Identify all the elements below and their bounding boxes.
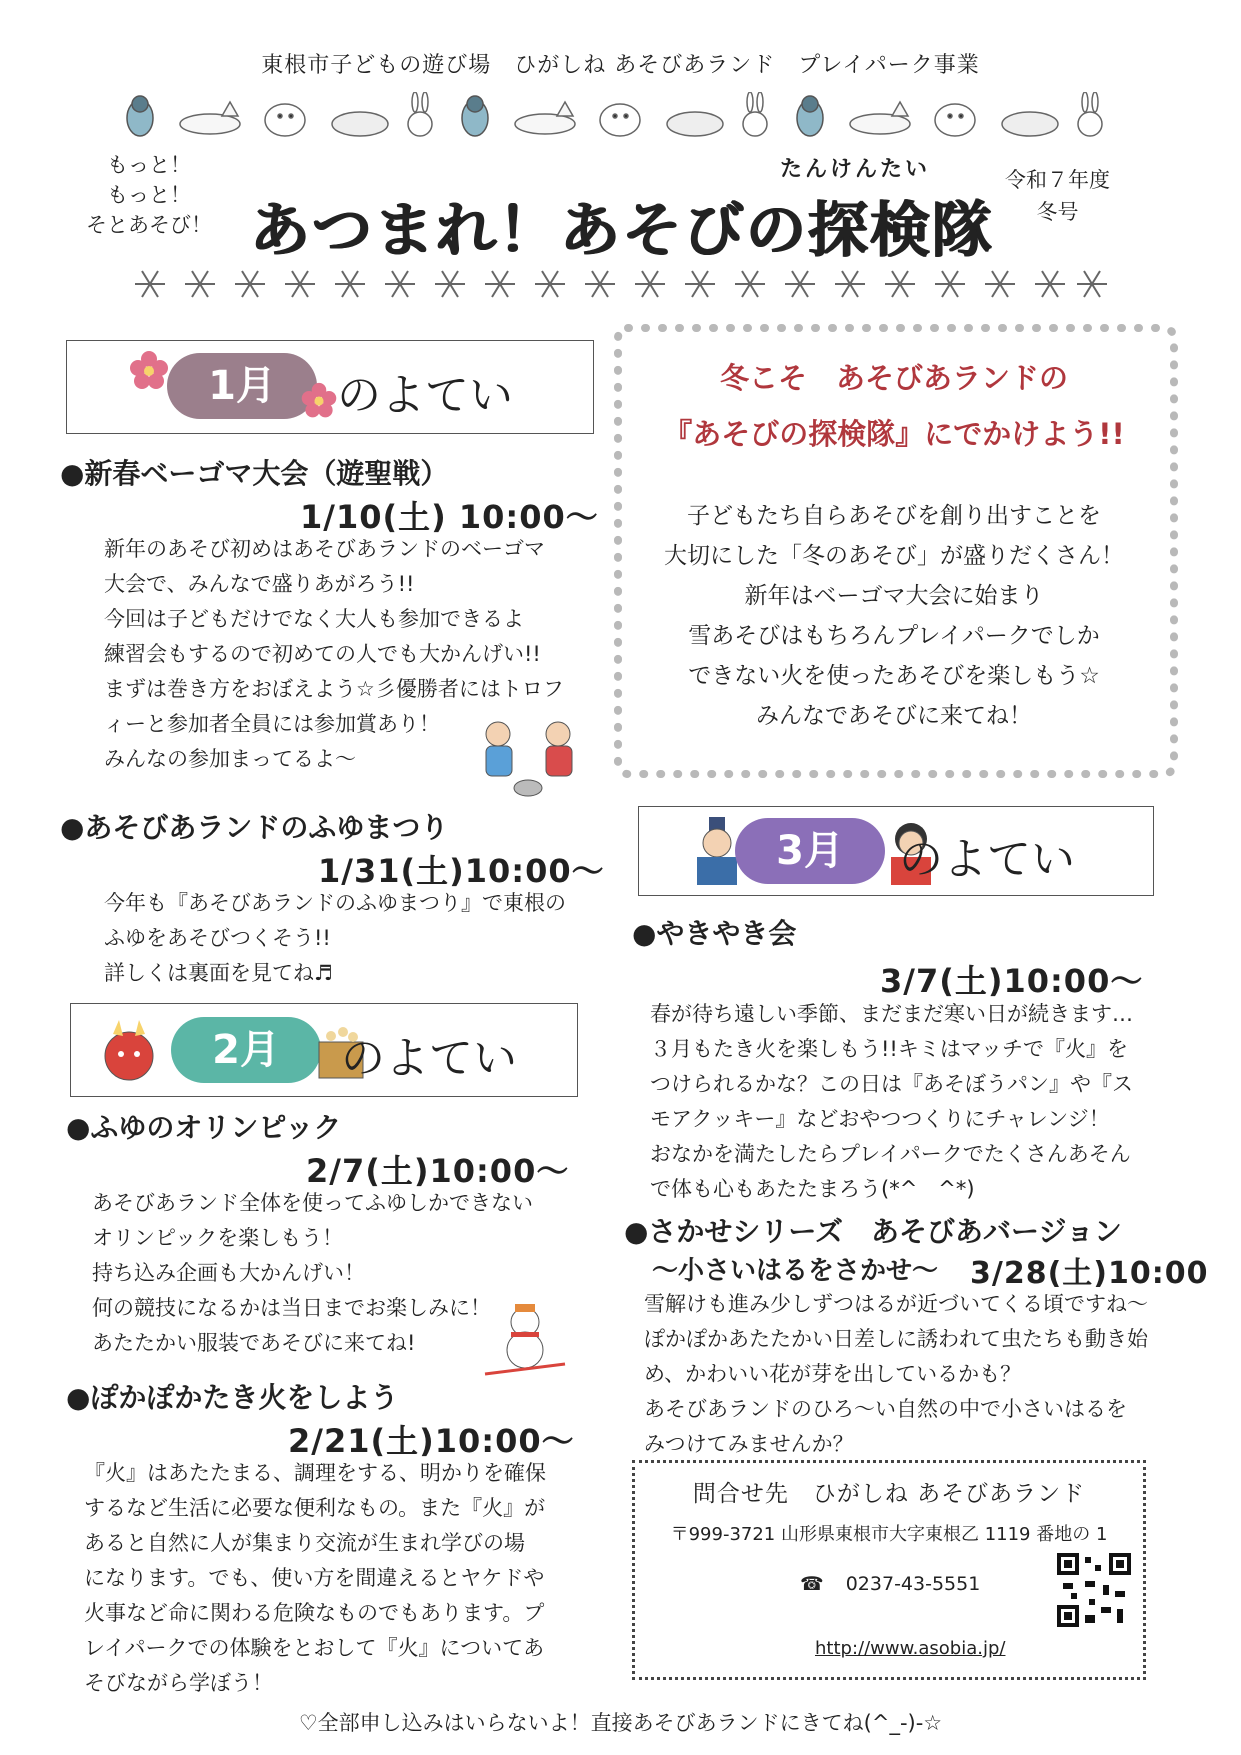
text-line: 今回は子どもだけでなく大人も参加できるよ	[104, 607, 524, 631]
event-subtitle: ～小さいはるをさかせ～	[652, 1256, 939, 1286]
text-line: レイパークでの体験をとおして『火』についてあ	[84, 1636, 545, 1660]
bear-icon	[600, 104, 640, 136]
text-line: 今年も『あそびあランドのふゆまつり』で東根の	[104, 891, 566, 915]
edition-season: 冬号	[1036, 200, 1079, 224]
text-line: するなど生活に必要な便利なもの。また『火』が	[84, 1496, 546, 1520]
event-description	[84, 1456, 594, 1701]
intro-line: 大切にした「冬のあそび」が盛りだくさん！	[664, 543, 1124, 569]
event-title: ●やきやき会	[632, 917, 797, 950]
penguin-icon	[127, 96, 153, 136]
intro-line: 新年はベーゴマ大会に始まり	[744, 583, 1044, 609]
event-description	[104, 886, 599, 991]
event-date: 3/7(土)10:00～	[880, 962, 1144, 1000]
website-link[interactable]: http://www.asobia.jp/	[815, 1638, 1006, 1659]
seal-icon	[332, 112, 388, 136]
snowflake-icon	[185, 271, 215, 297]
fox-icon	[180, 102, 240, 134]
seal-icon	[1002, 112, 1058, 136]
event-title: ●ふゆのオリンピック	[66, 1111, 342, 1144]
event-title: ●あそびあランドのふゆまつり	[60, 811, 449, 844]
month-pill-february: 2月	[171, 1017, 321, 1083]
footer-note: ♡全部申し込みはいらないよ！直接あそびあランドにきてね(^_-)-☆	[298, 1711, 943, 1735]
text-line: 春が待ち遠しい季節、まだまだ寒い日が続きます…	[650, 1002, 1133, 1026]
snowman-skiing-illustration	[480, 1300, 570, 1380]
text-line: あたたかい服装であそびに来てね!	[92, 1331, 416, 1355]
text-line: オリンピックを楽しもう！	[92, 1226, 344, 1250]
event-description	[644, 1287, 1184, 1462]
intro-section	[614, 320, 1174, 778]
text-line: あそびあランドのひろ～い自然の中で小さいはるを	[644, 1397, 1127, 1421]
text-line: みんなの参加まってるよ～	[104, 747, 356, 771]
contact-address: 〒999-3721 山形県東根市大字東根乙 1119 番地の 1	[670, 1524, 1108, 1545]
phone-number: 0237-43-5551	[845, 1573, 981, 1595]
edition	[1005, 164, 1110, 228]
text-line: つけられるかな？この日は『あそぼうパン』や『ス	[650, 1072, 1133, 1096]
march-heading	[638, 806, 1154, 896]
text-line: モアクッキー』などおやつつくりにチャレンジ！	[650, 1107, 1110, 1131]
event-date: 2/7(土)10:00～	[306, 1152, 570, 1190]
month-pill-march: 3月	[735, 818, 885, 884]
february-heading	[70, 1003, 578, 1097]
snowflake-icon	[435, 271, 465, 297]
text-line: で体も心もあたたまろう(*^ ^*)	[650, 1177, 975, 1201]
month-pill-january: 1月	[167, 353, 317, 419]
january-heading	[66, 340, 594, 434]
text-line: になります。でも、使い方を間違えるとヤケドや	[84, 1566, 545, 1590]
snowflake-icon	[585, 271, 615, 297]
snowflake-icon	[285, 271, 315, 297]
event-title: ●新春ベーゴマ大会（遊聖戦）	[60, 457, 449, 490]
text-line: 何の競技になるかは当日までお楽しみに！	[92, 1296, 491, 1320]
text-line: 持ち込み企画も大かんげい！	[92, 1261, 365, 1285]
month-suffix: のよてい	[337, 370, 513, 421]
snowflake-icon	[235, 271, 265, 297]
bear-icon	[265, 104, 305, 136]
text-line: 『火』はあたたまる、調理をする、明かりを確保	[84, 1461, 546, 1485]
fox-icon	[515, 102, 575, 134]
text-line: 火事など命に関わる危険なものでもあります。プ	[84, 1601, 545, 1625]
snowflake-border-decoration	[130, 262, 1110, 306]
text-line: まずは巻き方をおぼえよう☆彡優勝者にはトロフ	[104, 677, 564, 701]
contact-title: 問合せ先 ひがしね あそびあランド	[692, 1481, 1086, 1507]
fox-icon	[850, 102, 910, 134]
text-line: ３月もたき火を楽しもう!!キミはマッチで『火』を	[650, 1037, 1128, 1061]
event-title: ●さかせシリーズ あそびあバージョン	[624, 1215, 1122, 1248]
catchphrase	[74, 150, 224, 240]
contact-phone	[800, 1573, 980, 1595]
snowflake-icon	[685, 271, 715, 297]
event-date: 1/31(土)10:00～	[318, 852, 605, 890]
contact-box	[632, 1460, 1146, 1680]
intro-body	[614, 496, 1174, 736]
intro-line: 子どもたち自らあそびを創り出すことを	[687, 503, 1101, 529]
phone-icon: ☎	[800, 1573, 824, 1595]
children-playing-illustration	[470, 716, 590, 802]
text-line: あそびあランド全体を使ってふゆしかできない	[92, 1191, 533, 1215]
text-line: みつけてみませんか？	[644, 1432, 854, 1456]
snowflake-icon	[335, 271, 365, 297]
text-line: ィーと参加者全員には参加賞あり！	[104, 712, 440, 736]
text-line: め、かわいい花が芽を出しているかも？	[644, 1362, 1022, 1386]
snowflake-icon	[1077, 271, 1107, 297]
snowflake-icon	[1035, 271, 1065, 297]
intro-line: みんなであそびに来てね！	[756, 703, 1032, 729]
catchphrase-line: もっと！	[107, 183, 191, 207]
plum-flower-icon	[299, 381, 339, 421]
animal-border-decoration	[120, 92, 1120, 140]
snowflake-icon	[535, 271, 565, 297]
catchphrase-line: そとあそび！	[86, 213, 212, 237]
snowflake-icon	[385, 271, 415, 297]
penguin-icon	[462, 96, 488, 136]
snowflake-icon	[835, 271, 865, 297]
catchphrase-line: もっと！	[107, 153, 191, 177]
snowflake-icon	[785, 271, 815, 297]
text-line: ぽかぽかあたたかい日差しに誘われて虫たちも動き始	[644, 1327, 1148, 1351]
text-line: 雪解けも進み少しずつはるが近づいてくる頃ですね～	[644, 1292, 1148, 1316]
plum-flower-icon	[127, 349, 171, 393]
text-line: 新年のあそび初めはあそびあランドのベーゴマ	[104, 537, 545, 561]
title-ruby: たんけんたい	[780, 157, 931, 182]
snowflake-icon	[735, 271, 765, 297]
snowflake-icon	[935, 271, 965, 297]
text-line: 練習会もするので初めての人でも大かんげい!!	[104, 642, 541, 666]
rabbit-icon	[1078, 92, 1102, 136]
main-title: あつまれ！あそびの探検隊	[250, 196, 994, 266]
event-date: 1/10(土) 10:00～	[300, 498, 599, 536]
intro-title-line: 冬こそ あそびあランドの	[719, 361, 1068, 395]
event-date: 3/28(土)10:00	[970, 1256, 1209, 1291]
event-title: ●ぽかぽかたき火をしよう	[66, 1381, 399, 1414]
oni-demon-icon	[99, 1018, 159, 1084]
snowflake-icon	[885, 271, 915, 297]
intro-line: 雪あそびはもちろんプレイパークでしか	[688, 623, 1100, 649]
penguin-icon	[797, 96, 823, 136]
month-suffix: のよてい	[899, 834, 1075, 885]
text-line: ふゆをあそびつくそう!!	[104, 926, 331, 950]
bear-icon	[935, 104, 975, 136]
text-line: あると自然に人が集まり交流が生まれ学びの場	[84, 1531, 525, 1555]
organizer-line: 東根市子どもの遊び場 ひがしね あそびあランド プレイパーク事業	[261, 53, 980, 78]
text-line: 詳しくは裏面を見てね♬	[104, 961, 333, 985]
intro-line: できない火を使ったあそびを楽しもう☆	[688, 663, 1100, 689]
text-line: おなかを満たしたらプレイパークでたくさんあそん	[650, 1142, 1131, 1166]
snowflake-icon	[635, 271, 665, 297]
event-description	[650, 997, 1190, 1207]
seal-icon	[667, 112, 723, 136]
month-suffix: のよてい	[341, 1033, 517, 1084]
snowflake-icon	[135, 271, 165, 297]
rabbit-icon	[408, 92, 432, 136]
event-date: 2/21(土)10:00～	[288, 1422, 575, 1460]
intro-title-line: 『あそびの探検隊』にでかけよう!!	[663, 417, 1125, 451]
edition-year: 令和７年度	[1005, 168, 1110, 192]
snowflake-icon	[985, 271, 1015, 297]
rabbit-icon	[743, 92, 767, 136]
snowflake-icon	[485, 271, 515, 297]
text-line: そびながら学ぼう！	[84, 1671, 273, 1695]
text-line: 大会で、みんなで盛りあがろう!!	[104, 572, 415, 596]
qr-code-icon	[1055, 1551, 1133, 1629]
